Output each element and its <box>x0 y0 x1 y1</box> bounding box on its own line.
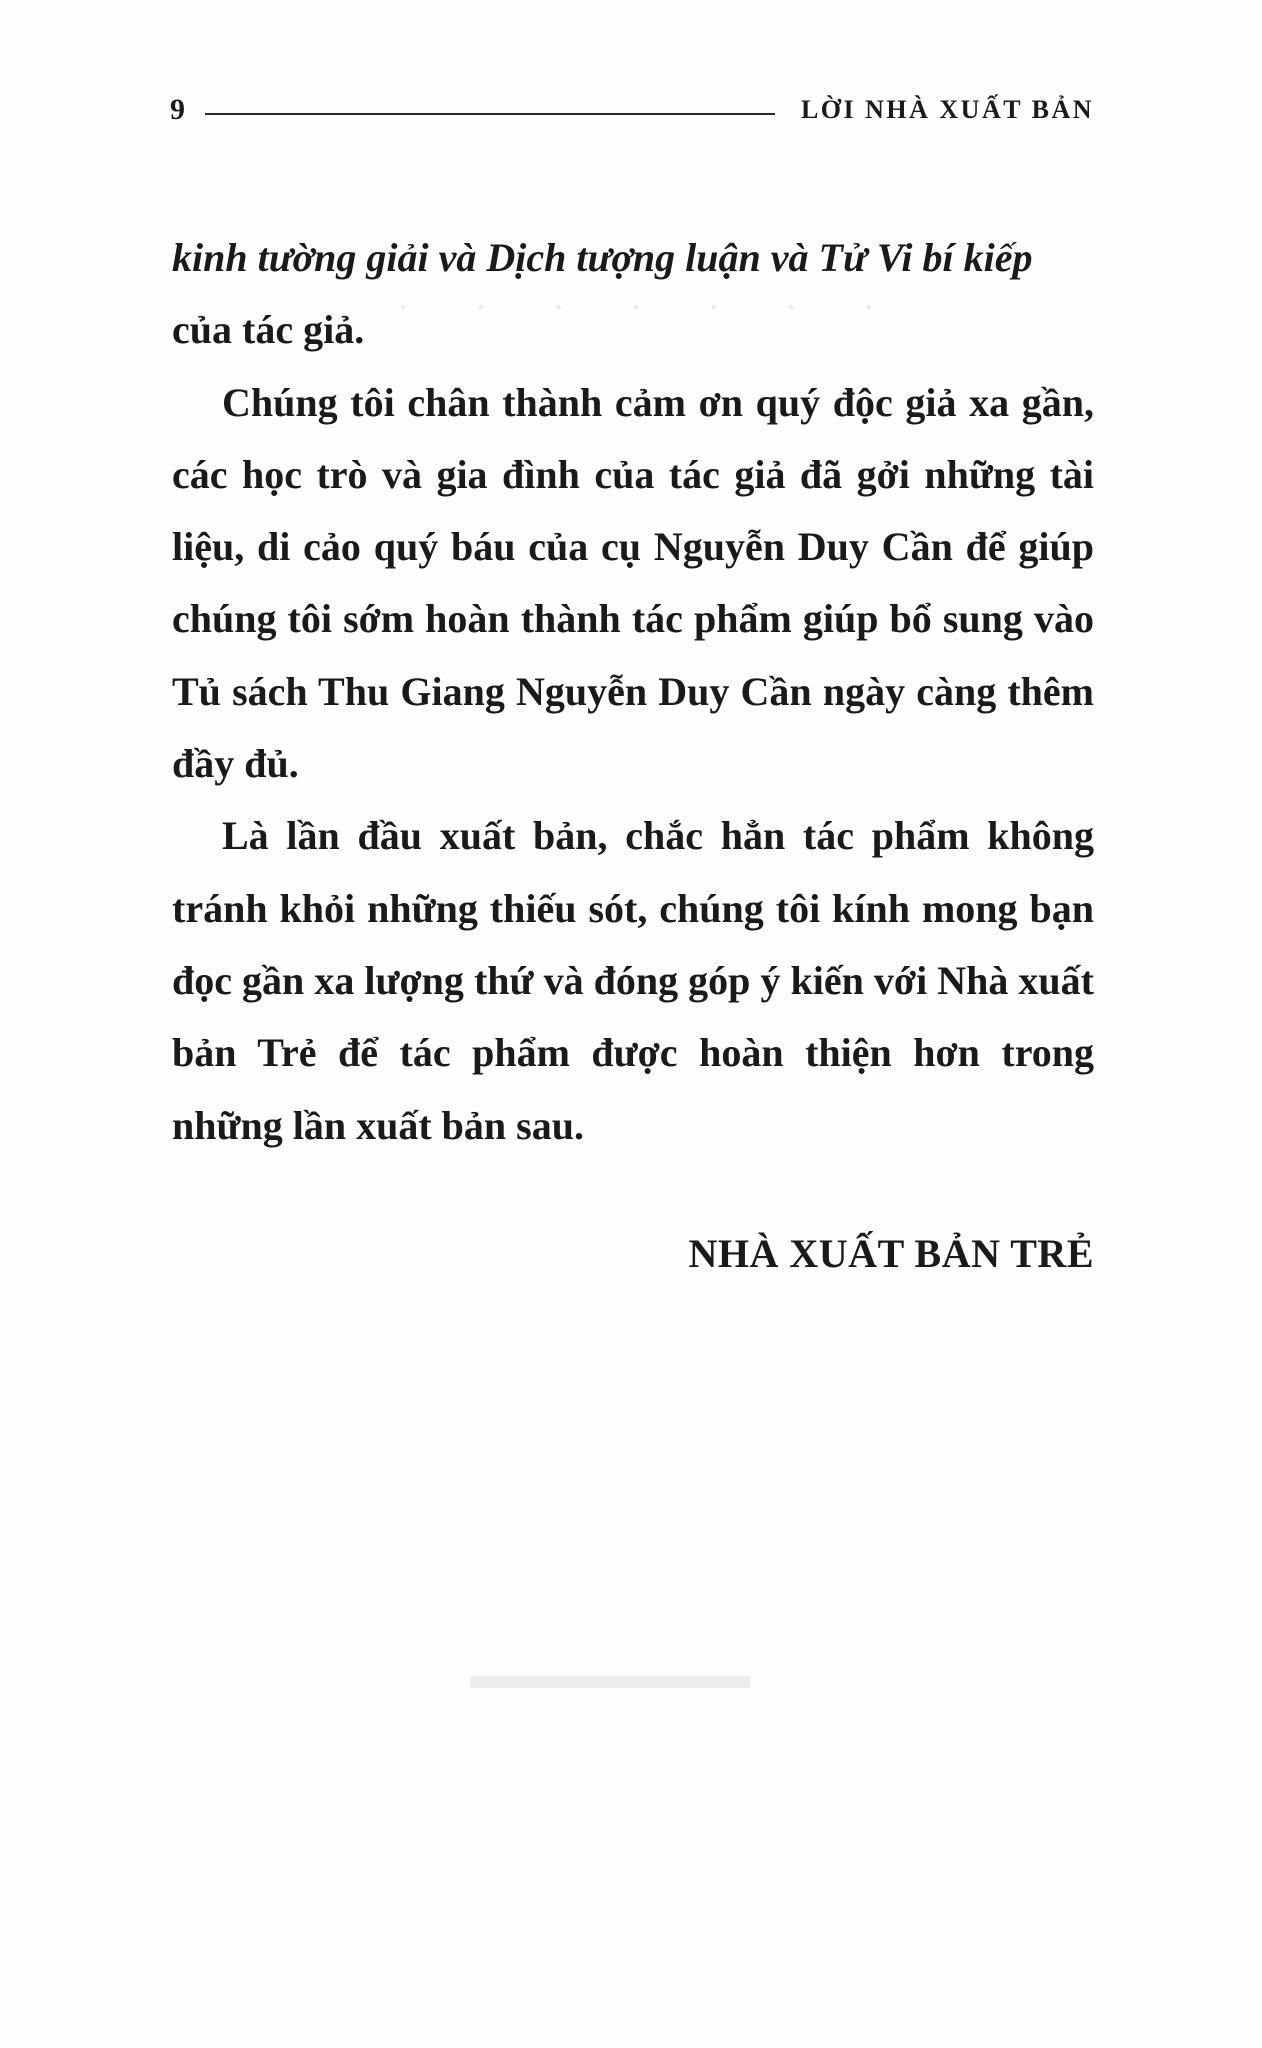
body-text <box>172 222 1094 1162</box>
header-rule <box>205 113 775 115</box>
paragraph-continued-end: của tác giả. <box>172 307 365 353</box>
italic-book-titles: kinh tường giải và Dịch tượng luận và Tử Vi bí kiếp <box>172 235 1033 280</box>
publisher-signature: NHÀ XUẤT BẢN TRẺ <box>688 1231 1094 1276</box>
running-title: LỜI NHÀ XUẤT BẢN <box>800 95 1094 124</box>
paragraph-continued <box>172 222 1094 367</box>
paragraph-apology: Là lần đầu xuất bản, chắc hẳn tác phẩm không tránh khỏi những thiếu sót, chúng tôi kính mong bạn đọc gần xa lượng thứ và đóng góp ý kiến với Nhà xuất bản Trẻ để tác phẩm được hoàn thiện hơn trong những lần xuất bản sau. <box>172 813 1094 1148</box>
running-header <box>170 88 1094 132</box>
show-through-bar <box>470 1676 750 1688</box>
show-through-decoration: · · · · · · · <box>397 288 903 328</box>
page-number: 9 <box>170 93 185 126</box>
paragraph-acknowledgement: Chúng tôi chân thành cảm ơn quý độc giả xa gần, các học trò và gia đình của tác giả đã gởi những tài liệu, di cảo quý báu của cụ Nguyễn Duy Cần để giúp chúng tôi sớm hoàn thành tác phẩm giúp bổ sung vào Tủ sách Thu Giang Nguyễn Duy Cần ngày càng thêm đầy đủ. <box>172 379 1094 787</box>
